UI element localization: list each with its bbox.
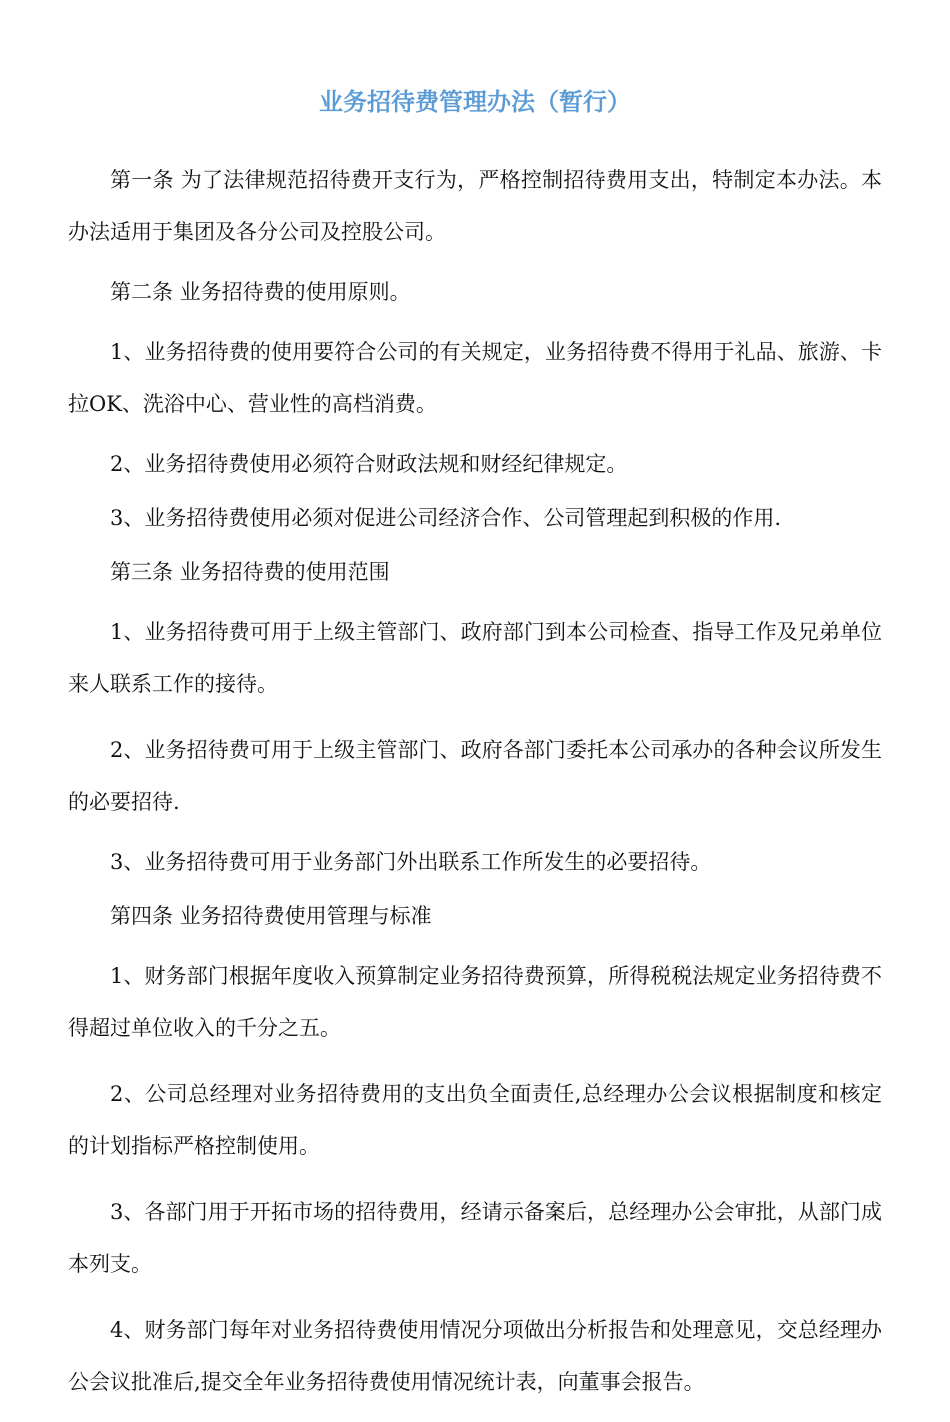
article-2-item-3: 3、业务招待费使用必须对促进公司经济合作、公司管理起到积极的作用. (110, 506, 782, 530)
article-1-paragraph: 第一条 为了法律规范招待费开支行为，严格控制招待费用支出，特制定本办法。本办法适用于集团及各分公司及控股公司。 (68, 168, 882, 244)
article-4-item-4: 4、财务部门每年对业务招待费使用情况分项做出分析报告和处理意见，交总经理办公会议批准后,提交全年业务招待费使用情况统计表，向董事会报告。 (68, 1318, 882, 1394)
article-2-item-1: 1、业务招待费的使用要符合公司的有关规定，业务招待费不得用于礼品、旅游、卡拉OK、洗浴中心、营业性的高档消费。 (68, 340, 882, 416)
document-title: 业务招待费管理办法（暂行） (319, 88, 631, 116)
article-4-item-2: 2、公司总经理对业务招待费用的支出负全面责任,总经理办公会议根据制度和核定的计划指标严格控制使用。 (68, 1082, 882, 1158)
article-3-item-2: 2、业务招待费可用于上级主管部门、政府各部门委托本公司承办的各种会议所发生的必要招待. (68, 738, 882, 814)
article-4-item-3: 3、各部门用于开拓市场的招待费用，经请示备案后，总经理办公会审批，从部门成本列支。 (68, 1200, 882, 1276)
article-2-heading: 第二条 业务招待费的使用原则。 (110, 280, 411, 304)
article-3-item-3: 3、业务招待费可用于业务部门外出联系工作所发生的必要招待。 (110, 850, 712, 874)
article-2-item-2: 2、业务招待费使用必须符合财政法规和财经纪律规定。 (110, 452, 628, 476)
document-body (68, 154, 882, 1422)
article-3-item-1: 1、业务招待费可用于上级主管部门、政府部门到本公司检查、指导工作及兄弟单位来人联系工作的接待。 (68, 620, 882, 696)
article-3-heading: 第三条 业务招待费的使用范围 (110, 560, 390, 584)
article-4-item-1: 1、财务部门根据年度收入预算制定业务招待费预算，所得税税法规定业务招待费不得超过单位收入的千分之五。 (68, 964, 882, 1040)
article-4-heading: 第四条 业务招待费使用管理与标准 (110, 904, 432, 928)
